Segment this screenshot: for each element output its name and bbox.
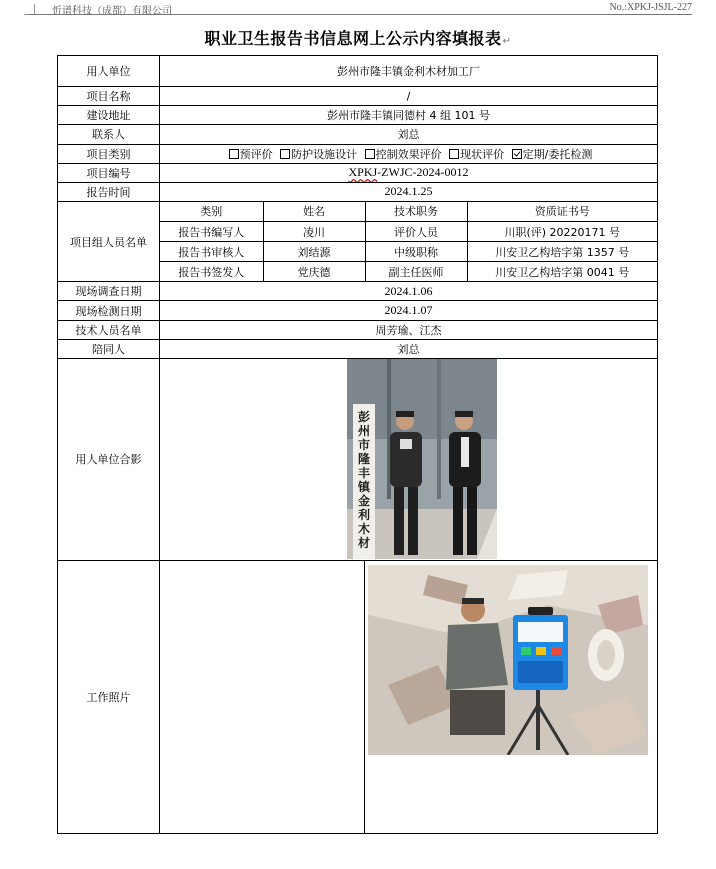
category-checkbox-1[interactable] [280, 149, 290, 159]
category-label: 项目类别 [58, 144, 160, 163]
test-date-value[interactable]: 2024.1.07 [160, 301, 658, 320]
header-rule [28, 14, 692, 15]
work-photo-divider [364, 561, 365, 833]
group-photo [347, 359, 497, 559]
project-no-prefix: XPKJ [348, 165, 378, 180]
team-header-cert: 资质证书号 [467, 202, 657, 222]
team-cell-cert[interactable]: 川安卫乙构培字第 0041 号 [495, 265, 630, 279]
team-row [160, 242, 657, 262]
project-no-rest: -ZWJC-2024-0012 [377, 165, 469, 180]
category-option-3: 现状评价 [460, 147, 505, 161]
document-title: 职业卫生报告书信息网上公示内容填报表↵ [204, 29, 512, 48]
technicians-value[interactable]: 周芳瑜、江杰 [160, 320, 658, 339]
team-cell-name[interactable]: 凌川 [263, 221, 365, 241]
survey-date-label: 现场调查日期 [58, 282, 160, 301]
contact-label: 联系人 [58, 125, 160, 144]
svg-text:州: 州 [357, 423, 371, 438]
report-time-label: 报告时间 [58, 182, 160, 201]
team-header-category: 类别 [160, 202, 263, 222]
team-cell-role[interactable]: 报告书审核人 [160, 242, 263, 262]
work-photo-cell [160, 561, 658, 834]
team-cell-title[interactable]: 评价人员 [365, 221, 467, 241]
project-name-value[interactable]: / [160, 87, 658, 106]
category-options [160, 144, 658, 163]
team-table [160, 202, 657, 282]
team-header-title: 技术职务 [365, 202, 467, 222]
team-header-row [160, 202, 657, 222]
category-checkbox-0[interactable] [229, 149, 239, 159]
team-label: 项目组人员名单 [58, 201, 160, 282]
work-photo [368, 565, 648, 755]
project-name-label: 项目名称 [58, 87, 160, 106]
employer-value[interactable]: 彭州市隆丰镇金利木材加工厂 [160, 56, 658, 87]
category-option-0: 预评价 [239, 147, 273, 161]
team-cell-title[interactable]: 中级职称 [365, 242, 467, 262]
technicians-label: 技术人员名单 [58, 320, 160, 339]
team-row [160, 221, 657, 241]
header-doc-no: No.:XPKJ-JSJL-227 [609, 2, 692, 13]
address-value[interactable]: 彭州市隆丰镇同德村 4 组 101 号 [160, 106, 658, 125]
project-no-value[interactable] [160, 163, 658, 182]
team-cell-role[interactable]: 报告书签发人 [160, 262, 263, 282]
team-cell [160, 201, 658, 282]
group-photo-cell [160, 358, 658, 560]
svg-text:金: 金 [357, 493, 371, 508]
team-cell-title[interactable]: 副主任医师 [365, 262, 467, 282]
team-cell-cert[interactable]: 川安卫乙构培字第 1357 号 [467, 242, 657, 262]
svg-text:材: 材 [357, 535, 371, 550]
category-checkbox-2[interactable] [365, 149, 375, 159]
contact-value[interactable]: 刘总 [160, 125, 658, 144]
svg-text:隆: 隆 [357, 451, 371, 466]
escort-value[interactable]: 刘总 [160, 339, 658, 358]
category-option-4: 定期/委托检测 [522, 147, 593, 161]
team-cell-role[interactable]: 报告书编写人 [160, 221, 263, 241]
group-photo-label: 用人单位合影 [58, 358, 160, 560]
svg-text:镇: 镇 [357, 479, 371, 494]
category-checkbox-4-checked[interactable] [512, 149, 522, 159]
group-photo-sign [357, 409, 371, 550]
survey-date-value[interactable]: 2024.1.06 [160, 282, 658, 301]
team-row [160, 262, 657, 282]
category-option-2: 控制效果评价 [375, 147, 442, 161]
svg-text:市: 市 [357, 437, 371, 452]
svg-text:丰: 丰 [357, 465, 371, 480]
info-table [57, 55, 658, 834]
employer-label: 用人单位 [58, 56, 160, 87]
project-no-label: 项目编号 [58, 163, 160, 182]
work-photo-label: 工作照片 [58, 561, 160, 834]
report-time-value[interactable]: 2024.1.25 [160, 182, 658, 201]
svg-text:彭: 彭 [357, 409, 371, 424]
header-company: 忻谱科技（成都）有限公司 [52, 6, 172, 17]
svg-text:利: 利 [357, 507, 371, 522]
category-checkbox-3[interactable] [449, 149, 459, 159]
escort-label: 陪同人 [58, 339, 160, 358]
test-date-label: 现场检测日期 [58, 301, 160, 320]
team-cell-name[interactable]: 党庆德 [263, 262, 365, 282]
svg-text:木: 木 [357, 521, 371, 536]
team-cell-cert[interactable]: 川职(评) 20220171 号 [467, 221, 657, 241]
team-header-name: 姓名 [263, 202, 365, 222]
category-option-1: 防护设施设计 [291, 147, 358, 161]
address-label: 建设地址 [58, 106, 160, 125]
team-cell-name[interactable]: 刘结源 [263, 242, 365, 262]
